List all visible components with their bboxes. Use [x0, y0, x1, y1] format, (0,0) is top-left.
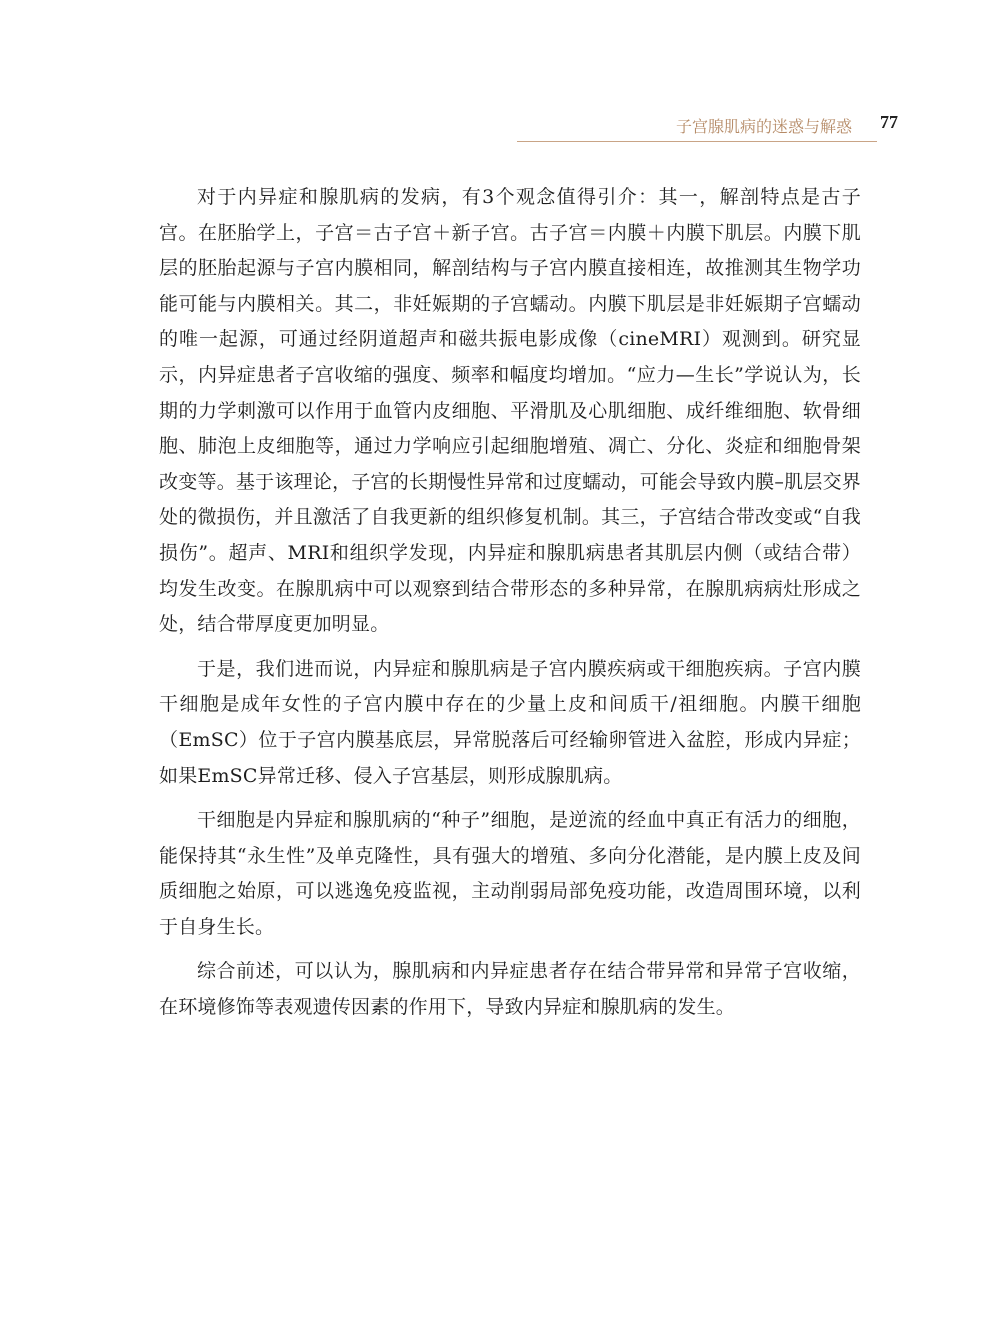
- paragraph-3: 干细胞是内异症和腺肌病的“种子”细胞，是逆流的经血中真正有活力的细胞，能保持其“永生性”及单克隆性，具有强大的增殖、多向分化潜能，是内膜上皮及间质细胞之始原，可以逃逸免疫监视，主动削弱局部免疫功能，改造周围环境，以利于自身生长。: [159, 809, 861, 938]
- running-header: [520, 112, 900, 138]
- paragraph-2: 于是，我们进而说，内异症和腺肌病是子宫内膜疾病或干细胞疾病。子宫内膜干细胞是成年女性的子宫内膜中存在的少量上皮和间质干/祖细胞。内膜干细胞（EmSC）位于子宫内膜基底层，异常脱落后可经输卵管进入盆腔，形成内异症；如果EmSC异常迁移、侵入子宫基层，则形成腺肌病。: [159, 657, 861, 787]
- body-text: [159, 180, 861, 1035]
- paragraph-1: 对于内异症和腺肌病的发病，有3个观念值得引介：其一，解剖特点是古子宫。在胚胎学上，子宫＝古子宫＋新子宫。古子宫＝内膜＋内膜下肌层。内膜下肌层的胚胎起源与子宫内膜相同，解剖结构与子宫内膜直接相连，故推测其生物学功能可能与内膜相关。其二，非妊娠期的子宫蠕动。内膜下肌层是非妊娠期子宫蠕动的唯一起源，可通过经阴道超声和磁共振电影成像（cineMRI）观测到。研究显示，内异症患者子宫收缩的强度、频率和幅度均增加。“应力—生长”学说认为，长期的力学刺激可以作用于血管内皮细胞、平滑肌及心肌细胞、成纤维细胞、软骨细胞、肺泡上皮细胞等，通过力学响应引起细胞增殖、凋亡、分化、炎症和细胞骨架改变等。基于该理论，子宫的长期慢性异常和过度蠕动，可能会导致内膜–肌层交界处的微损伤，并且激活了自我更新的组织修复机制。其三，子宫结合带改变或“自我损伤”。超声、MRI和组织学发现，内异症和腺肌病患者其肌层内侧（或结合带）均发生改变。在腺肌病中可以观察到结合带形态的多种异常，在腺肌病病灶形成之处，结合带厚度更加明显。: [159, 186, 861, 636]
- header-divider: [517, 141, 877, 142]
- running-header-title: 子宫腺肌病的迷惑与解惑: [675, 117, 852, 136]
- paragraph-4: 综合前述，可以认为，腺肌病和内异症患者存在结合带异常和异常子宫收缩，在环境修饰等表观遗传因素的作用下，导致内异症和腺肌病的发生。: [159, 960, 861, 1019]
- page-number: 77: [880, 112, 898, 132]
